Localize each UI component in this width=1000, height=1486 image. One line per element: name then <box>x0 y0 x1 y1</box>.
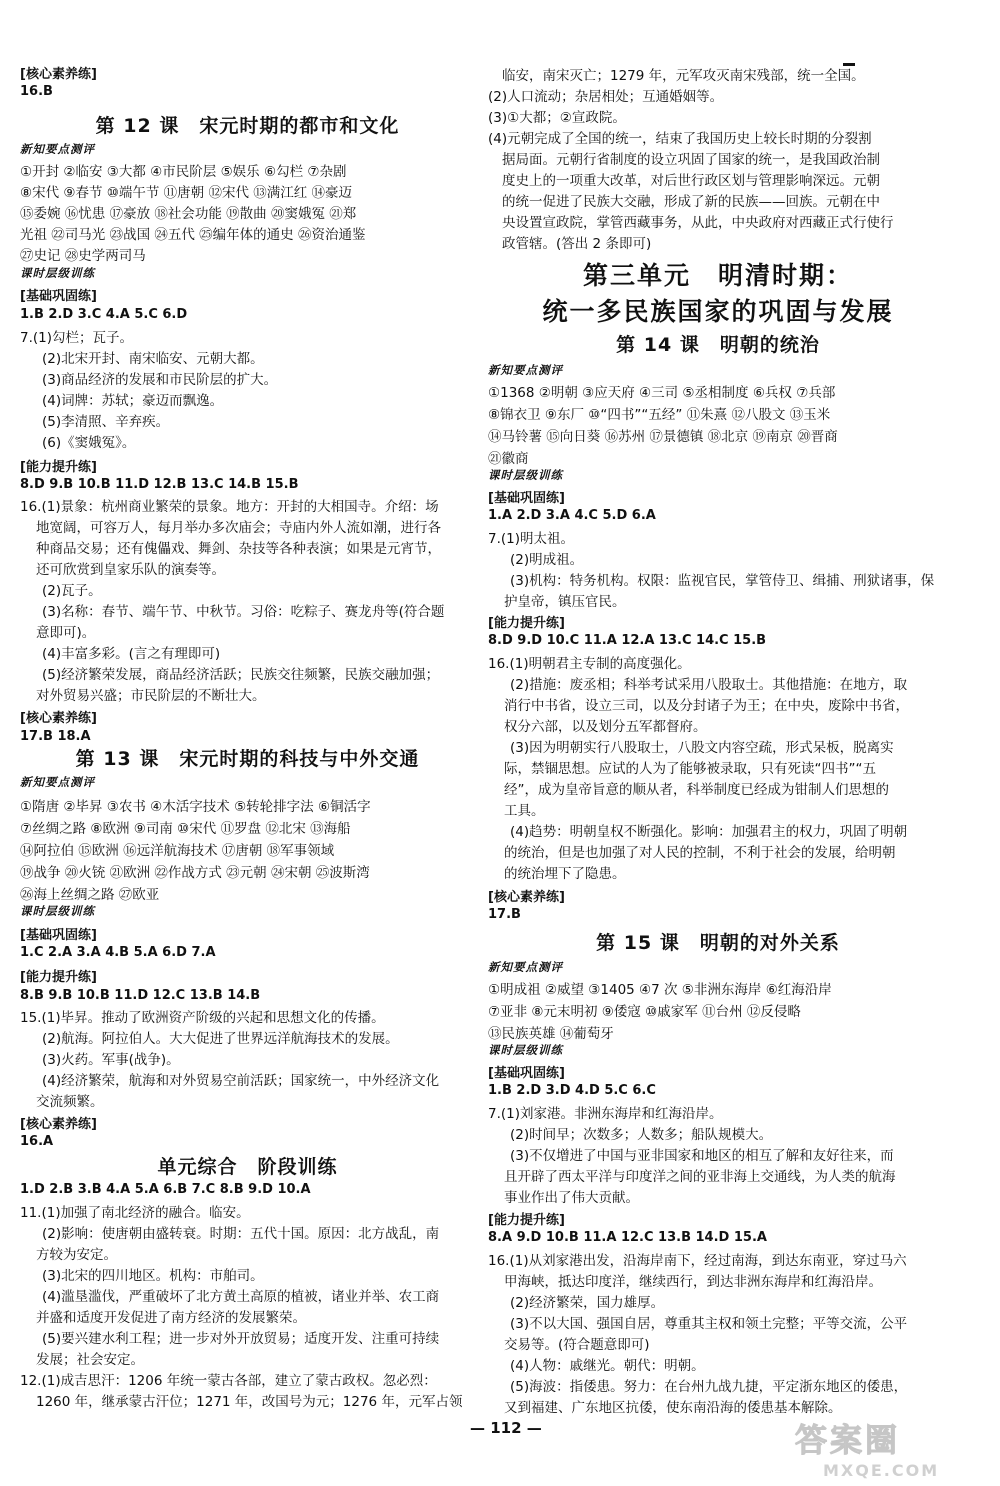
section-tag: [基础巩固练] <box>488 491 565 506</box>
section-label: 新知要点测评 <box>488 960 563 974</box>
fill-grid-row: ①隋唐 ②毕昇 ③农书 ④木活字技术 ⑤转轮排字法 ⑥铜活字 <box>20 799 371 815</box>
answer-line: (4)人物：戚继光。朝代：明朝。 <box>510 1358 705 1374</box>
answer-line: 7.(1)勾栏；瓦子。 <box>20 330 134 346</box>
answer: 17.B <box>488 907 521 922</box>
section-label: 课时层级训练 <box>488 1043 563 1057</box>
fill-grid-row: ㉗史记 ㉘史学两司马 <box>20 248 146 264</box>
fill-grid-row: ⑬民族英雄 ⑭葡萄牙 <box>488 1026 614 1042</box>
answer-line: (3)名称：春节、端午节、中秋节。习俗：吃粽子、赛龙舟等(符合题 <box>42 604 445 620</box>
answer-line: 种商品交易；还有傀儡戏、舞剑、杂技等各种表演；如果是元宵节， <box>36 541 441 557</box>
answer-line: 16.(1)明朝君主专制的高度强化。 <box>488 656 691 672</box>
fill-grid-row: ⑮委婉 ⑯忧患 ⑰豪放 ⑱社会功能 ⑲散曲 ⑳窦娥冤 ㉑郑 <box>20 206 357 222</box>
answer: 1.B 2.D 3.D 4.D 5.C 6.C <box>488 1083 656 1098</box>
answer-line: (2)影响：使唐朝由盛转衰。时期：五代十国。原因：北方战乱，南 <box>42 1226 440 1242</box>
answer-line: (5)要兴建水利工程；进一步对外开放贸易；适度开发、注重可持续 <box>42 1331 440 1347</box>
unit-review-title: 单元综合 阶段训练 <box>157 1156 338 1178</box>
answer-line: (2)瓦子。 <box>42 583 102 599</box>
answer-line: 又到福建、广东地区抗倭，使东南沿海的倭患基本解除。 <box>504 1400 842 1416</box>
answer-line: (4)元朝完成了全国的统一，结束了我国历史上较长时期的分裂割 <box>488 131 872 147</box>
answer-line: (4)经济繁荣，航海和对外贸易空前活跃；国家统一，中外经济文化 <box>42 1073 440 1089</box>
section-label: 新知要点测评 <box>20 142 95 156</box>
answer-line: 的统治，但是也加强了对人民的控制，不利于社会的发展，给明朝 <box>504 845 896 861</box>
answer-line: 央设置宣政院，掌管西藏事务，从此，中央政府对西藏正式行使行 <box>502 215 894 231</box>
answer-line: (5)经济繁荣发展，商品经济活跃；民族交往频繁，民族交融加强； <box>42 667 440 683</box>
answer-line: (2)明成祖。 <box>510 552 584 568</box>
fill-grid-row: ⑦丝绸之路 ⑧欧洲 ⑨司南 ⑩宋代 ⑪罗盘 ⑫北宋 ⑬海船 <box>20 821 351 837</box>
answer-line: (3)北宋的四川地区。机构：市舶司。 <box>42 1268 264 1284</box>
section-tag: [基础巩固练] <box>20 928 97 943</box>
fill-grid-row: 光祖 ㉒司马光 ㉓战国 ㉔五代 ㉕编年体的通史 ㉖资治通鉴 <box>20 227 366 243</box>
watermark-url: MXQE.COM <box>823 1461 940 1480</box>
answer-line: 工具。 <box>504 803 545 819</box>
fill-grid-row: ⑧宋代 ⑨春节 ⑩端午节 ⑪唐朝 ⑫宋代 ⑬满江红 ⑭豪迈 <box>20 185 353 201</box>
answer-line: (3)火药。军事(战争)。 <box>42 1052 180 1068</box>
answer-line: 的统一促进了民族大交融，形成了新的民族——回族。元朝在中 <box>502 194 880 210</box>
fill-grid-row: ⑦亚非 ⑧元末明初 ⑨倭寇 ⑩戚家军 ⑪台州 ⑫反侵略 <box>488 1004 801 1020</box>
answer-line: (3)因为明朝实行八股取士，八股文内容空疏，形式呆板，脱离实 <box>510 740 894 756</box>
answer: 8.B 9.B 10.B 11.D 12.C 13.B 14.B <box>20 988 261 1003</box>
answer-line: (4)滥垦滥伐，严重破坏了北方黄土高原的植被，诸业并举、农工商 <box>42 1289 440 1305</box>
answer: 1.C 2.A 3.A 4.B 5.A 6.D 7.A <box>20 945 216 960</box>
answer-line: (2)人口流动；杂居相处；互通婚姻等。 <box>488 89 724 105</box>
answer: 17.B 18.A <box>20 729 91 744</box>
answer: 8.D 9.D 10.C 11.A 12.A 13.C 14.C 15.B <box>488 633 767 648</box>
lesson-title: 第 12 课 宋元时期的都市和文化 <box>95 115 400 137</box>
answer-line: 交易等。(符合题意即可) <box>504 1337 650 1353</box>
answer-line: 的统治埋下了隐患。 <box>504 866 626 882</box>
answer-line: 发展；社会安定。 <box>36 1352 144 1368</box>
answer-line: 际，禁锢思想。应试的人为了能够被录取，只有死读“四书”“五 <box>504 761 876 777</box>
lesson-title: 第 13 课 宋元时期的科技与中外交通 <box>75 748 420 770</box>
section-label: 课时层级训练 <box>20 904 95 918</box>
answer-line: 临安，南宋灭亡；1279 年，元军攻灭南宋残部，统一全国。 <box>502 68 865 84</box>
section-tag: [核心素养练] <box>20 67 97 82</box>
answer-line: (6)《窦娥冤》。 <box>42 435 136 451</box>
answer-line: 且开辟了西太平洋与印度洋之间的亚非海上交通线，为人类的航海 <box>504 1169 896 1185</box>
answer-line: 7.(1)明太祖。 <box>488 531 575 547</box>
answer-line: (4)趋势：明朝皇权不断强化。影响：加强君主的权力，巩固了明朝 <box>510 824 908 840</box>
section-tag: [能力提升练] <box>20 460 97 475</box>
section-tag: [核心素养练] <box>20 711 97 726</box>
answer-line: 据局面。元朝行省制度的设立巩固了国家的统一，是我国政治制 <box>502 152 880 168</box>
answer-line: 12.(1)成吉思汗：1206 年统一蒙古各部，建立了蒙古政权。忽必烈： <box>20 1373 437 1389</box>
section-tag: [能力提升练] <box>488 616 565 631</box>
answer-line: (3)商品经济的发展和市民阶层的扩大。 <box>42 372 278 388</box>
answer-line: (4)丰富多彩。(言之有理即可) <box>42 646 221 662</box>
fill-grid-row: ①1368 ②明朝 ③应天府 ④三司 ⑤丞相制度 ⑥兵权 ⑦兵部 <box>488 385 836 401</box>
answer-line: (4)词牌：苏轼；豪迈而飘逸。 <box>42 393 224 409</box>
answer-line: (2)措施：废丞相；科举考试采用八股取士。其他措施：在地方，取 <box>510 677 908 693</box>
answer-line: (3)不以大国、强国自居，尊重其主权和领土完整；平等交流，公平 <box>510 1316 908 1332</box>
answer: 8.D 9.B 10.B 11.D 12.B 13.C 14.B 15.B <box>20 477 299 492</box>
section-label: 课时层级训练 <box>488 468 563 482</box>
fill-grid-row: ⑭阿拉伯 ⑮欧洲 ⑯远洋航海技术 ⑰唐朝 ⑱军事领域 <box>20 843 335 859</box>
answer: 16.B <box>20 84 53 99</box>
fill-grid-row: ⑲战争 ⑳火铳 ㉑欧洲 ㉒作战方式 ㉓元朝 ㉔宋朝 ㉕波斯湾 <box>20 865 370 881</box>
answer-line: 权分六部，以及划分五军都督府。 <box>504 719 707 735</box>
section-tag: [能力提升练] <box>488 1213 565 1228</box>
answer: 1.A 2.D 3.A 4.C 5.D 6.A <box>488 508 656 523</box>
answer-line: 方较为安定。 <box>36 1247 117 1263</box>
unit-subtitle: 统一多民族国家的巩固与发展 <box>542 297 894 326</box>
print-mark <box>843 63 855 66</box>
section-label: 新知要点测评 <box>20 775 95 789</box>
section-tag: [能力提升练] <box>20 970 97 985</box>
answer-line: 甲海峡，抵达印度洋，继续西行，到达非洲东海岸和红海沿岸。 <box>504 1274 882 1290</box>
answer-line: (5)李清照、辛弃疾。 <box>42 414 170 430</box>
answer-line: 护皇帝，镇压官民。 <box>504 594 626 610</box>
section-label: 课时层级训练 <box>20 266 95 280</box>
section-tag: [核心素养练] <box>20 1117 97 1132</box>
answer-line: 16.(1)从刘家港出发，沿海岸南下，经过南海，到达东南亚，穿过马六 <box>488 1253 907 1269</box>
answer-line: 事业作出了伟大贡献。 <box>504 1190 639 1206</box>
answer-line: 消行中书省，设立三司，以及分封诸子为王；在中央，废除中书省， <box>504 698 909 714</box>
answer: 8.A 9.D 10.B 11.A 12.C 13.B 14.D 15.A <box>488 1230 767 1245</box>
answer-line: 对外贸易兴盛；市民阶层的不断壮大。 <box>36 688 266 704</box>
unit-title: 第三单元 明清时期： <box>582 261 853 290</box>
section-label: 新知要点测评 <box>488 363 563 377</box>
fill-grid-row: ⑧锦衣卫 ⑨东厂 ⑩“四书”“五经” ⑪朱熹 ⑫八股文 ⑬玉米 <box>488 407 831 423</box>
answer-line: 政管辖。(答出 2 条即可) <box>502 236 652 252</box>
answer-line: 1260 年，继承蒙古汗位；1271 年，改国号为元；1276 年，元军占领 <box>36 1394 463 1410</box>
answer-line: 意即可)。 <box>36 625 96 641</box>
fill-grid-row: ㉖海上丝绸之路 ㉗欧亚 <box>20 887 160 903</box>
section-tag: [基础巩固练] <box>20 289 97 304</box>
page-number: — 112 — <box>470 1419 542 1437</box>
answer-line: 地宽阔，可容万人，每月举办多次庙会；寺庙内外人流如潮，进行各 <box>36 520 441 536</box>
answer-line: (2)时间早；次数多；人数多；船队规模大。 <box>510 1127 773 1143</box>
answer-line: (3)①大都；②宣政院。 <box>488 110 626 126</box>
answer-line: 度史上的一项重大改革，对后世行政区划与管理影响深远。元朝 <box>502 173 880 189</box>
fill-grid-row: ㉑徽商 <box>488 451 529 467</box>
answer-line: 交流频繁。 <box>36 1094 104 1110</box>
fill-grid-row: ⑭马铃薯 ⑮向日葵 ⑯苏州 ⑰景德镇 ⑱北京 ⑲南京 ⑳晋商 <box>488 429 838 445</box>
answer: 1.B 2.D 3.C 4.A 5.C 6.D <box>20 307 188 322</box>
answer-line: 还可欣赏到皇家乐队的演奏等。 <box>36 562 225 578</box>
answer: 1.D 2.B 3.B 4.A 5.A 6.B 7.C 8.B 9.D 10.A <box>20 1182 311 1197</box>
watermark-logo <box>795 1415 985 1485</box>
lesson-title: 第 15 课 明朝的对外关系 <box>596 932 840 954</box>
answer-line: (2)经济繁荣，国力雄厚。 <box>510 1295 665 1311</box>
section-tag: [基础巩固练] <box>488 1066 565 1081</box>
answer-line: (3)机构：特务机构。权限：监视官民，掌管侍卫、缉捕、刑狱诸事，保 <box>510 573 935 589</box>
answer-line: 并盛和适度开发促进了南方经济的发展繁荣。 <box>36 1310 306 1326</box>
answer-line: (3)不仅增进了中国与亚非国家和地区的相互了解和友好往来，而 <box>510 1148 894 1164</box>
answer-line: 7.(1)刘家港。非洲东海岸和红海沿岸。 <box>488 1106 723 1122</box>
answer-line: 经”，成为皇帝旨意的顺从者，科举制度已经成为钳制人们思想的 <box>504 782 889 798</box>
answer-line: 16.(1)景象：杭州商业繁荣的景象。地方：开封的大相国寺。介绍：场 <box>20 499 439 515</box>
answer-line: (2)航海。阿拉伯人。大大促进了世界远洋航海技术的发展。 <box>42 1031 399 1047</box>
answer-line: 15.(1)毕昇。推动了欧洲资产阶级的兴起和思想文化的传播。 <box>20 1010 385 1026</box>
answer-line: (2)北宋开封、南宋临安、元朝大都。 <box>42 351 264 367</box>
watermark-text: 答案圈 <box>795 1421 901 1459</box>
answer: 16.A <box>20 1134 54 1149</box>
section-tag: [核心素养练] <box>488 890 565 905</box>
fill-grid-row: ①明成祖 ②威望 ③1405 ④7 次 ⑤非洲东海岸 ⑥红海沿岸 <box>488 982 832 998</box>
answer-line: 11.(1)加强了南北经济的融合。临安。 <box>20 1205 250 1221</box>
answer-line: (5)海波：指倭患。努力：在台州九战九捷，平定浙东地区的倭患， <box>510 1379 908 1395</box>
lesson-title: 第 14 课 明朝的统治 <box>616 334 820 356</box>
fill-grid-row: ①开封 ②临安 ③大都 ④市民阶层 ⑤娱乐 ⑥勾栏 ⑦杂剧 <box>20 164 347 180</box>
